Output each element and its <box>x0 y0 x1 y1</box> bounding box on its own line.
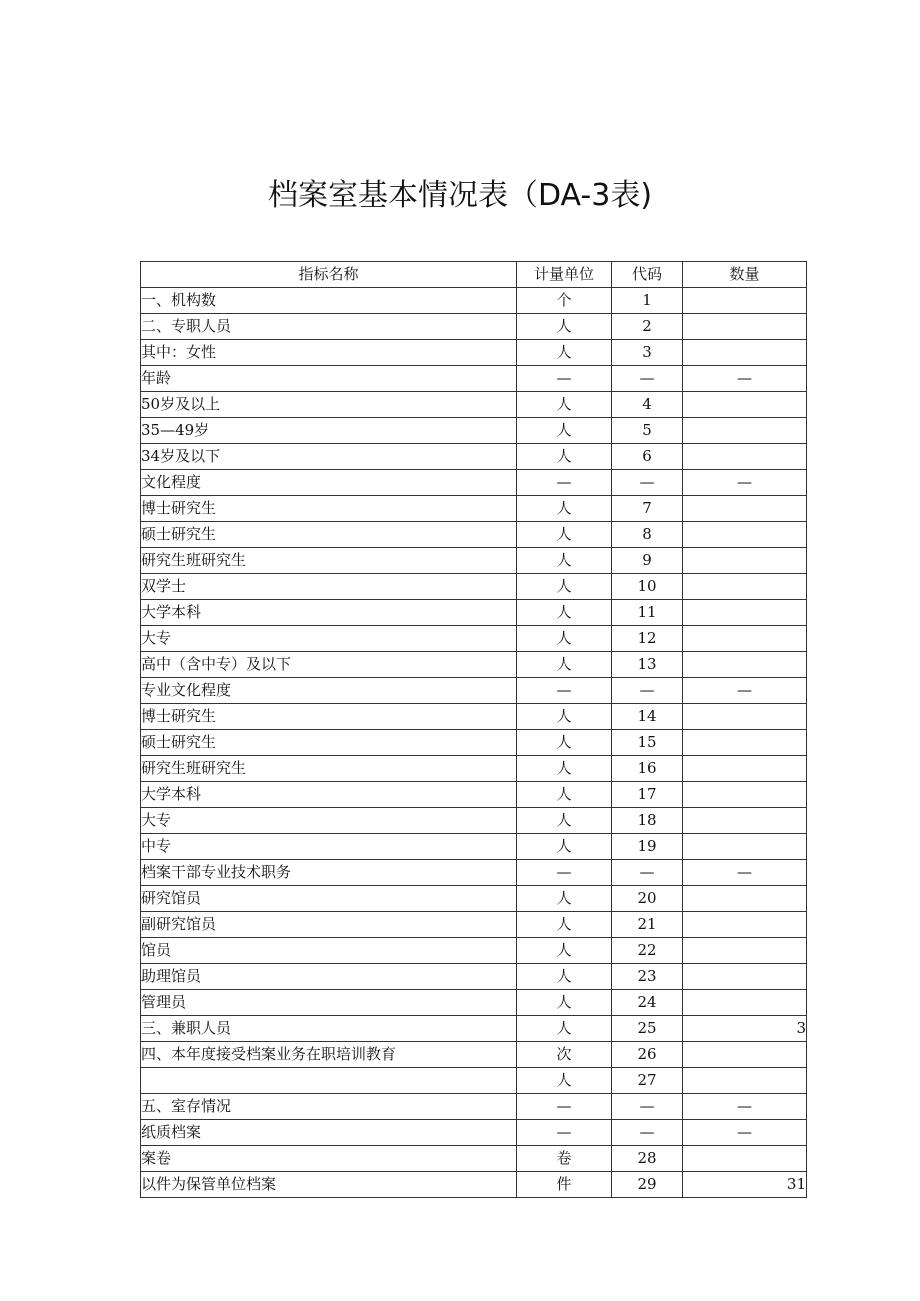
cell-indicator-name: 年龄 <box>141 366 517 392</box>
cell-indicator-name: 大学本科 <box>141 600 517 626</box>
archive-stats-table <box>140 261 807 1198</box>
cell-unit: 个 <box>517 288 612 314</box>
cell-unit: — <box>517 1120 612 1146</box>
table-row <box>141 1016 807 1042</box>
cell-quantity <box>683 652 807 678</box>
header-quantity: 数量 <box>683 262 807 288</box>
cell-indicator-name: 大专 <box>141 808 517 834</box>
cell-indicator-name: 硕士研究生 <box>141 730 517 756</box>
cell-code: — <box>612 1094 683 1120</box>
cell-indicator-name: 博士研究生 <box>141 496 517 522</box>
cell-code: 15 <box>612 730 683 756</box>
cell-indicator-name: 高中（含中专）及以下 <box>141 652 517 678</box>
cell-unit: 人 <box>517 522 612 548</box>
cell-quantity <box>683 626 807 652</box>
cell-code: 14 <box>612 704 683 730</box>
cell-code: 2 <box>612 314 683 340</box>
cell-code: — <box>612 470 683 496</box>
cell-unit: 件 <box>517 1172 612 1198</box>
cell-indicator-name: 案卷 <box>141 1146 517 1172</box>
cell-quantity <box>683 548 807 574</box>
header-indicator-name: 指标名称 <box>141 262 517 288</box>
table-row <box>141 392 807 418</box>
cell-indicator-name: 研究生班研究生 <box>141 548 517 574</box>
table-row <box>141 574 807 600</box>
table-row <box>141 730 807 756</box>
table-row <box>141 808 807 834</box>
cell-quantity: — <box>683 860 807 886</box>
cell-code: 1 <box>612 288 683 314</box>
cell-unit: 人 <box>517 652 612 678</box>
cell-quantity: — <box>683 1120 807 1146</box>
cell-unit: 人 <box>517 886 612 912</box>
cell-quantity <box>683 730 807 756</box>
cell-unit: 人 <box>517 444 612 470</box>
cell-unit: — <box>517 678 612 704</box>
cell-indicator-name: 纸质档案 <box>141 1120 517 1146</box>
cell-unit: 人 <box>517 730 612 756</box>
cell-indicator-name: 助理馆员 <box>141 964 517 990</box>
table-row <box>141 1094 807 1120</box>
cell-unit: 人 <box>517 392 612 418</box>
table-row <box>141 600 807 626</box>
cell-quantity <box>683 704 807 730</box>
cell-indicator-name: 档案干部专业技术职务 <box>141 860 517 886</box>
cell-quantity <box>683 600 807 626</box>
page-title: 档案室基本情况表（DA-3表) <box>267 178 653 213</box>
cell-code: 24 <box>612 990 683 1016</box>
table-row <box>141 1042 807 1068</box>
cell-unit: 人 <box>517 574 612 600</box>
cell-unit: 人 <box>517 496 612 522</box>
cell-quantity <box>683 1068 807 1094</box>
cell-quantity <box>683 314 807 340</box>
table-row <box>141 1068 807 1094</box>
cell-indicator-name: 硕士研究生 <box>141 522 517 548</box>
cell-code: 22 <box>612 938 683 964</box>
cell-quantity <box>683 340 807 366</box>
cell-unit: 人 <box>517 1016 612 1042</box>
table-row <box>141 470 807 496</box>
cell-quantity <box>683 418 807 444</box>
cell-indicator-name: 馆员 <box>141 938 517 964</box>
cell-indicator-name: 大学本科 <box>141 782 517 808</box>
cell-unit: — <box>517 860 612 886</box>
table-row <box>141 1172 807 1198</box>
cell-indicator-name: 三、兼职人员 <box>141 1016 517 1042</box>
table-row <box>141 340 807 366</box>
cell-code: 16 <box>612 756 683 782</box>
table-row <box>141 886 807 912</box>
cell-indicator-name: 文化程度 <box>141 470 517 496</box>
cell-indicator-name: 34岁及以下 <box>141 444 517 470</box>
cell-code: 4 <box>612 392 683 418</box>
table-row <box>141 912 807 938</box>
cell-unit: — <box>517 366 612 392</box>
cell-unit: 人 <box>517 808 612 834</box>
table-row <box>141 366 807 392</box>
table-row <box>141 626 807 652</box>
cell-quantity <box>683 782 807 808</box>
cell-quantity <box>683 522 807 548</box>
cell-code: 13 <box>612 652 683 678</box>
cell-indicator-name: 研究馆员 <box>141 886 517 912</box>
header-code: 代码 <box>612 262 683 288</box>
cell-unit: 人 <box>517 340 612 366</box>
cell-unit: 人 <box>517 990 612 1016</box>
cell-indicator-name: 四、本年度接受档案业务在职培训教育 <box>141 1042 517 1068</box>
cell-quantity: — <box>683 1094 807 1120</box>
table-row <box>141 444 807 470</box>
cell-unit: 人 <box>517 626 612 652</box>
cell-code: — <box>612 1120 683 1146</box>
cell-indicator-name: 二、专职人员 <box>141 314 517 340</box>
cell-unit: — <box>517 470 612 496</box>
cell-quantity <box>683 886 807 912</box>
cell-unit: 人 <box>517 1068 612 1094</box>
cell-quantity <box>683 392 807 418</box>
cell-indicator-name: 副研究馆员 <box>141 912 517 938</box>
cell-quantity: 3 <box>683 1016 807 1042</box>
cell-code: 5 <box>612 418 683 444</box>
cell-code: 7 <box>612 496 683 522</box>
cell-code: 8 <box>612 522 683 548</box>
cell-indicator-name: 管理员 <box>141 990 517 1016</box>
cell-indicator-name: 双学士 <box>141 574 517 600</box>
table-row <box>141 938 807 964</box>
cell-quantity <box>683 574 807 600</box>
cell-indicator-name: 五、室存情况 <box>141 1094 517 1120</box>
table-row <box>141 1146 807 1172</box>
table-row <box>141 678 807 704</box>
cell-indicator-name <box>141 1068 517 1094</box>
cell-quantity: — <box>683 366 807 392</box>
cell-unit: 人 <box>517 834 612 860</box>
cell-unit: 人 <box>517 600 612 626</box>
cell-unit: 人 <box>517 756 612 782</box>
table-row <box>141 288 807 314</box>
cell-quantity <box>683 990 807 1016</box>
table-row <box>141 548 807 574</box>
cell-quantity <box>683 834 807 860</box>
table-row <box>141 522 807 548</box>
table-row <box>141 834 807 860</box>
cell-code: — <box>612 366 683 392</box>
table-row <box>141 652 807 678</box>
cell-unit: 次 <box>517 1042 612 1068</box>
table-row <box>141 860 807 886</box>
table-row <box>141 990 807 1016</box>
table-row <box>141 964 807 990</box>
cell-code: 18 <box>612 808 683 834</box>
table-row <box>141 782 807 808</box>
cell-code: 19 <box>612 834 683 860</box>
cell-unit: 人 <box>517 782 612 808</box>
cell-quantity <box>683 912 807 938</box>
cell-code: — <box>612 860 683 886</box>
cell-quantity <box>683 444 807 470</box>
table-row <box>141 1120 807 1146</box>
cell-unit: 人 <box>517 314 612 340</box>
cell-code: 9 <box>612 548 683 574</box>
cell-code: 21 <box>612 912 683 938</box>
cell-indicator-name: 研究生班研究生 <box>141 756 517 782</box>
cell-indicator-name: 专业文化程度 <box>141 678 517 704</box>
cell-code: 23 <box>612 964 683 990</box>
cell-indicator-name: 博士研究生 <box>141 704 517 730</box>
table-row <box>141 756 807 782</box>
cell-code: 11 <box>612 600 683 626</box>
cell-quantity <box>683 756 807 782</box>
table-body <box>141 288 807 1198</box>
cell-code: — <box>612 678 683 704</box>
cell-quantity: 31 <box>683 1172 807 1198</box>
cell-code: 28 <box>612 1146 683 1172</box>
table-row <box>141 314 807 340</box>
cell-code: 25 <box>612 1016 683 1042</box>
cell-code: 3 <box>612 340 683 366</box>
table-header-row <box>141 262 807 288</box>
cell-unit: 人 <box>517 418 612 444</box>
cell-unit: 人 <box>517 912 612 938</box>
cell-code: 26 <box>612 1042 683 1068</box>
header-unit: 计量单位 <box>517 262 612 288</box>
cell-code: 27 <box>612 1068 683 1094</box>
table-row <box>141 704 807 730</box>
cell-indicator-name: 以件为保管单位档案 <box>141 1172 517 1198</box>
cell-unit: 人 <box>517 704 612 730</box>
cell-unit: — <box>517 1094 612 1120</box>
cell-code: 6 <box>612 444 683 470</box>
cell-quantity <box>683 938 807 964</box>
cell-code: 20 <box>612 886 683 912</box>
cell-quantity <box>683 808 807 834</box>
cell-quantity <box>683 288 807 314</box>
cell-quantity <box>683 964 807 990</box>
table-row <box>141 418 807 444</box>
cell-indicator-name: 50岁及以上 <box>141 392 517 418</box>
cell-indicator-name: 35—49岁 <box>141 418 517 444</box>
cell-code: 17 <box>612 782 683 808</box>
cell-quantity <box>683 1042 807 1068</box>
cell-indicator-name: 一、机构数 <box>141 288 517 314</box>
cell-quantity: — <box>683 678 807 704</box>
cell-code: 10 <box>612 574 683 600</box>
table-row <box>141 496 807 522</box>
cell-quantity <box>683 1146 807 1172</box>
cell-indicator-name: 其中：女性 <box>141 340 517 366</box>
cell-quantity: — <box>683 470 807 496</box>
cell-code: 29 <box>612 1172 683 1198</box>
cell-unit: 人 <box>517 938 612 964</box>
cell-unit: 人 <box>517 964 612 990</box>
cell-indicator-name: 大专 <box>141 626 517 652</box>
cell-unit: 人 <box>517 548 612 574</box>
cell-unit: 卷 <box>517 1146 612 1172</box>
cell-quantity <box>683 496 807 522</box>
cell-indicator-name: 中专 <box>141 834 517 860</box>
cell-code: 12 <box>612 626 683 652</box>
